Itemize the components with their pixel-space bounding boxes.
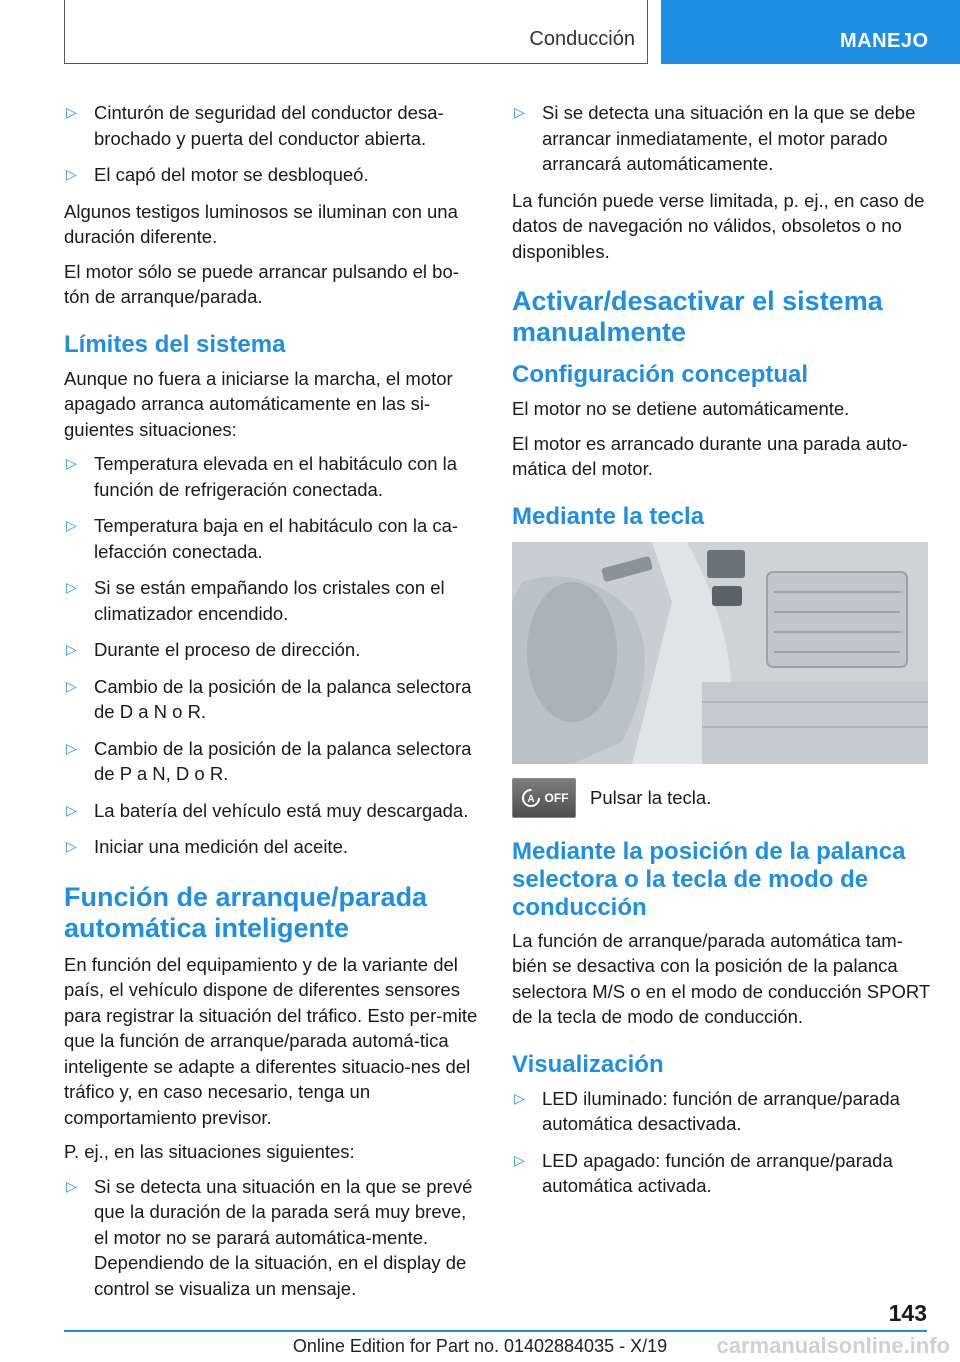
bullet-triangle-icon: ▷ [66, 579, 77, 595]
list-item-text: Si se están empañando los cristales con el climatizador encendido. [94, 577, 445, 624]
button-off-label: OFF [544, 790, 569, 805]
bullet-triangle-icon: ▷ [66, 517, 77, 533]
paragraph: La función puede verse limitada, p. ej., en caso de datos de navegación no válidos, obsoletos o no disponibles. [512, 189, 925, 262]
list-item [64, 674, 478, 725]
list-item [512, 100, 930, 177]
list-item [64, 834, 478, 860]
bullet-triangle-icon: ▷ [514, 1151, 525, 1168]
heading-config: Configuración conceptual [512, 361, 809, 388]
list-item-text: Cambio de la posición de la palanca selectora de D a N o R. [94, 675, 472, 722]
list-item-text: LED iluminado: función de arranque/parada automática desactivada. [542, 1087, 900, 1134]
footer-edition: Online Edition for Part no. 01402884035 - X/19 [292, 1336, 668, 1356]
heading-limites: Límites del sistema [64, 330, 286, 358]
bullet-triangle-icon: ▷ [66, 677, 77, 694]
bullet-triangle-icon: ▷ [66, 801, 77, 818]
list-item [64, 162, 478, 188]
page-number: 143 [888, 1300, 927, 1326]
list-item-text: Iniciar una medición del aceite. [94, 836, 349, 857]
list-item-text: Si se detecta una situación en la que se prevé que la duración de la parada será muy breve, el motor no se parará automática-mente. Dependiendo de la situación, en el display de control se visualiza un mensaje. [94, 1175, 473, 1299]
auto-start-stop-off-button-icon [512, 778, 576, 818]
paragraph: El motor no se detiene automáticamente. [512, 398, 850, 419]
list-item [64, 575, 478, 626]
list-item-text: Temperatura elevada en el habitáculo con la función de refrigeración conectada. [94, 453, 458, 500]
list-item [64, 798, 478, 824]
heading-tecla: Mediante la tecla [512, 502, 705, 530]
paragraph: Aunque no fuera a iniciarse la marcha, el motor apagado arranca automáticamente en las si-guientes situaciones: [64, 367, 453, 440]
list-item-text: LED apagado: función de arranque/parada automática activada. [542, 1149, 893, 1196]
paragraph: Algunos testigos luminosos se iluminan con una duración diferente. [64, 200, 458, 247]
svg-text:A: A [526, 793, 535, 805]
list-item-text: Temperatura baja en el habitáculo con la ca-lefacción conectada. [94, 515, 459, 562]
left-column [64, 100, 478, 1312]
bullet-triangle-icon: ▷ [66, 104, 77, 120]
list-item-text: Durante el proceso de dirección. [94, 639, 361, 660]
button-caption: Pulsar la tecla. [590, 786, 712, 808]
heading-palanca: Mediante la posición de la palanca selectora o la tecla de modo de conducción [512, 837, 906, 921]
list-item [64, 513, 478, 564]
list-item [64, 100, 478, 151]
header-section-box [64, 0, 648, 64]
list-item-text: Si se detecta una situación en la que se debe arrancar inmediatamente, el motor parado arrancará automáticamente. [542, 102, 916, 174]
list-item [64, 1174, 478, 1302]
list-item-text: Cambio de la posición de la palanca selectora de P a N, D o R. [94, 737, 472, 784]
heading-funcion: Función de arranque/parada automática inteligente [64, 881, 428, 943]
bullet-triangle-icon: ▷ [66, 166, 77, 182]
button-illustration-row [512, 778, 930, 818]
bullet-triangle-icon: ▷ [66, 641, 77, 657]
heading-activar: Activar/desactivar el sistema manualmente [512, 286, 883, 347]
chapter-tab [661, 0, 960, 64]
list-item [512, 1086, 930, 1137]
auto-start-stop-icon [520, 787, 542, 809]
paragraph: El motor sólo se puede arrancar pulsando el bo-tón de arranque/parada. [64, 260, 459, 307]
bullet-triangle-icon: ▷ [514, 1089, 525, 1106]
car-interior-figure [512, 542, 928, 764]
dashboard-illustration [512, 542, 928, 764]
footer-rule [64, 1330, 927, 1332]
heading-visualizacion: Visualización [512, 1050, 664, 1078]
bullet-triangle-icon: ▷ [66, 1177, 77, 1194]
paragraph: En función del equipamiento y de la variante del país, el vehículo dispone de diferentes sensores para registrar la situación del tráfico. Esto per-mite que la función de arranque/parada automá-tica inteligente se adapte a diferentes situacio-nes del tráfico y, en caso necesario, tenga un comportamiento previsor. [64, 953, 478, 1128]
list-item [64, 736, 478, 787]
section-title: Conducción [529, 28, 635, 50]
paragraph: El motor es arrancado durante una parada auto-mática del motor. [512, 432, 908, 479]
paragraph: La función de arranque/parada automática tam-bién se desactiva con la posición de la palanca selectora M/S o en el modo de conducción SPORT de la tecla de modo de conducción. [512, 929, 930, 1027]
list-item [64, 451, 478, 502]
bullet-triangle-icon: ▷ [66, 455, 77, 471]
list-item-text: Cinturón de seguridad del conductor desa-brochado y puerta del conductor abierta. [94, 102, 444, 149]
list-item-text: La batería del vehículo está muy descargada. [94, 799, 469, 821]
watermark: carmanualsonline.info [716, 1333, 950, 1358]
paragraph: P. ej., en las situaciones siguientes: [64, 1141, 355, 1162]
right-column [512, 100, 930, 1210]
bullet-triangle-icon: ▷ [66, 838, 77, 854]
list-item [512, 1148, 930, 1199]
bullet-triangle-icon: ▷ [66, 739, 77, 756]
list-item [64, 637, 478, 663]
list-item-text: El capó del motor se desbloqueó. [94, 164, 369, 185]
chapter-tab-label: MANEJO [840, 30, 929, 52]
bullet-triangle-icon: ▷ [514, 104, 525, 120]
